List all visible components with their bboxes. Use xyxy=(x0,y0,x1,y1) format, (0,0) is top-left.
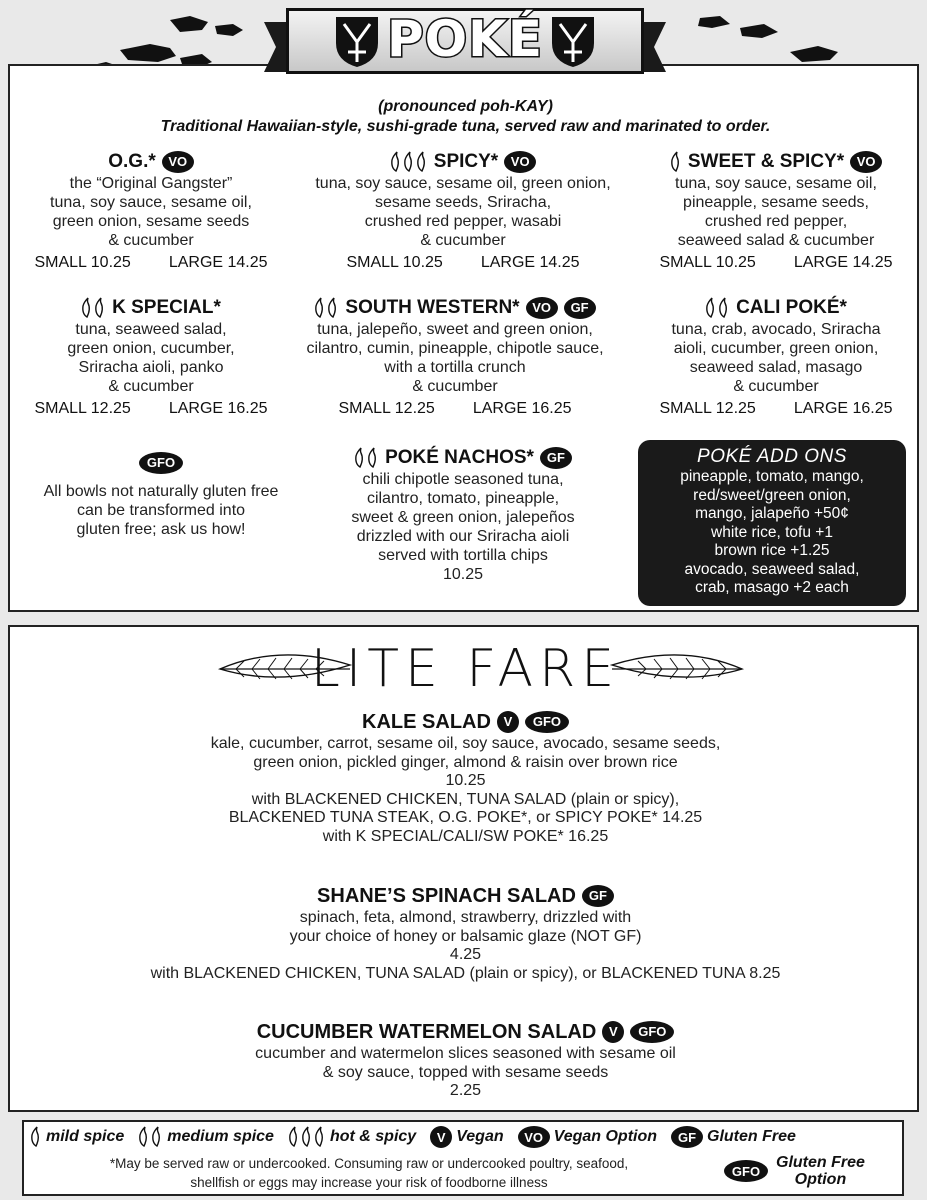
item-desc-line: sweet & green onion, jalepeños xyxy=(351,509,575,526)
item-desc-line: cilantro, cumin, pineapple, chipotle sauce, xyxy=(306,340,604,357)
item-title: SHANE’S SPINACH SALAD xyxy=(317,885,576,907)
item-desc-line: tuna, crab, avocado, Sriracha xyxy=(671,321,881,338)
item-desc-line: seaweed salad, masago xyxy=(689,359,863,376)
price-small: SMALL 10.25 xyxy=(34,254,131,271)
poke-add-ons-box xyxy=(638,440,906,606)
item-addon-line: with BLACKENED CHICKEN, TUNA SALAD (plain or spicy), xyxy=(251,790,680,808)
gluten-free-badge: GF xyxy=(582,885,614,907)
item-desc-line: & cucumber xyxy=(420,232,506,249)
banner-title: POKÉ xyxy=(386,10,544,68)
price-large: LARGE 16.25 xyxy=(793,400,893,417)
add-ons-line: brown rice +1.25 xyxy=(714,542,830,559)
item-title: POKÉ NACHOS* xyxy=(385,447,534,468)
medium-spice-icon xyxy=(354,447,379,469)
add-ons-line: mango, jalapeño +50¢ xyxy=(695,505,849,522)
price-large: LARGE 14.25 xyxy=(793,254,893,271)
item-desc-line: tuna, seaweed salad, xyxy=(75,321,227,338)
legend-mild xyxy=(30,1126,124,1148)
vegan-badge: V xyxy=(430,1126,452,1148)
item-price: 4.25 xyxy=(449,946,482,963)
menu-item-k-special xyxy=(16,296,286,420)
item-desc-line: crushed red pepper, wasabi xyxy=(364,213,562,230)
legend-label: Option xyxy=(794,1171,847,1188)
gluten-free-option-badge: GFO xyxy=(630,1021,674,1043)
vegan-option-badge: VO xyxy=(162,151,194,173)
gluten-free-badge: GF xyxy=(564,297,596,319)
legend-gluten-free xyxy=(671,1126,796,1148)
gluten-free-option-badge: GFO xyxy=(139,452,183,474)
item-price: 2.25 xyxy=(449,1082,482,1099)
legend-box xyxy=(22,1120,904,1196)
legend-label: Vegan xyxy=(456,1128,504,1145)
legend-vegan-option xyxy=(518,1126,657,1148)
item-desc-line: & cucumber xyxy=(412,378,498,395)
item-title: KALE SALAD xyxy=(362,711,491,733)
item-price: 10.25 xyxy=(442,566,484,583)
legend-hot xyxy=(288,1126,416,1148)
legend-label: medium spice xyxy=(167,1128,274,1145)
vegan-badge: V xyxy=(602,1021,624,1043)
legend-label: hot & spicy xyxy=(329,1128,417,1145)
legend-label: Gluten Free xyxy=(776,1154,865,1171)
item-desc-line: seaweed salad & cucumber xyxy=(677,232,875,249)
item-title: SWEET & SPICY* xyxy=(687,151,845,172)
legend-label: Gluten Free xyxy=(707,1128,796,1145)
note-line: gluten free; ask us how! xyxy=(76,521,246,538)
menu-item-spinach-salad xyxy=(10,883,921,983)
vegan-badge: V xyxy=(497,711,519,733)
legend-label: mild spice xyxy=(46,1128,125,1145)
kahili-shield-icon xyxy=(332,14,382,68)
gluten-free-option-badge: GFO xyxy=(525,711,569,733)
item-desc-line: the “Original Gangster” xyxy=(69,175,233,192)
price-large: LARGE 14.25 xyxy=(480,254,580,271)
legend-medium xyxy=(138,1126,274,1148)
item-desc-line: drizzled with our Sriracha aioli xyxy=(356,528,570,545)
item-desc-line: served with tortilla chips xyxy=(378,547,548,564)
menu-item-og xyxy=(16,150,286,274)
price-small: SMALL 12.25 xyxy=(338,400,435,417)
legend-label: Vegan Option xyxy=(553,1128,658,1145)
price-small: SMALL 10.25 xyxy=(659,254,756,271)
medium-spice-icon xyxy=(138,1126,163,1148)
item-addon-line: BLACKENED TUNA STEAK, O.G. POKE*, or SPICY POKE* 14.25 xyxy=(228,809,703,826)
gluten-free-option-badge: GFO xyxy=(724,1160,768,1182)
medium-spice-icon xyxy=(705,297,730,319)
vegan-option-badge: VO xyxy=(518,1126,550,1148)
legend-vegan xyxy=(430,1126,503,1148)
item-addon-line: with K SPECIAL/CALI/SW POKE* 16.25 xyxy=(322,827,609,845)
item-desc-line: tuna, soy sauce, sesame oil, green onion, xyxy=(315,175,611,192)
item-title: SPICY* xyxy=(433,151,499,172)
add-ons-title: POKÉ ADD ONS xyxy=(697,446,847,467)
item-desc-line: sesame seeds, Sriracha, xyxy=(374,194,552,211)
price-small: SMALL 12.25 xyxy=(34,400,131,417)
disclaimer-line: *May be served raw or undercooked. Consuming raw or undercooked poultry, seafood, xyxy=(109,1156,629,1171)
legend-gluten-free-option xyxy=(724,1154,865,1188)
add-ons-line: avocado, seaweed salad, xyxy=(684,560,860,578)
item-title: K SPECIAL* xyxy=(112,297,221,318)
item-desc-line: & soy sauce, topped with sesame seeds xyxy=(322,1063,609,1081)
menu-item-poke-nachos xyxy=(278,446,648,584)
price-large: LARGE 16.25 xyxy=(168,400,268,417)
hot-spice-icon xyxy=(390,151,428,173)
item-desc-line: kale, cucumber, carrot, sesame oil, soy sauce, avocado, sesame seeds, xyxy=(210,735,721,752)
item-addon-line: with BLACKENED CHICKEN, TUNA SALAD (plain or spicy), or BLACKENED TUNA 8.25 xyxy=(150,964,781,982)
item-title: CALI POKÉ* xyxy=(736,297,847,318)
price-large: LARGE 14.25 xyxy=(168,254,268,271)
item-desc-line: cucumber and watermelon slices seasoned with sesame oil xyxy=(255,1045,676,1062)
add-ons-line: red/sweet/green onion, xyxy=(693,486,851,504)
vegan-option-badge: VO xyxy=(850,151,882,173)
menu-item-kale-salad xyxy=(10,709,921,846)
add-ons-line: white rice, tofu +1 xyxy=(711,523,833,541)
medium-spice-icon xyxy=(314,297,339,319)
menu-item-south-western xyxy=(260,296,650,420)
item-desc-line: tuna, jalepeño, sweet and green onion, xyxy=(317,321,593,338)
kahili-shield-icon xyxy=(548,14,598,68)
item-desc-line: pineapple, sesame seeds, xyxy=(683,194,869,211)
item-price: 10.25 xyxy=(445,772,486,789)
feather-right-icon xyxy=(606,647,746,687)
raw-food-disclaimer xyxy=(24,1154,714,1192)
lite-fare-heading: LITE FARE xyxy=(310,639,621,699)
item-desc-line: chili chipotle seasoned tuna, xyxy=(362,471,564,488)
item-desc-line: & cucumber xyxy=(108,232,194,249)
poke-section xyxy=(8,64,919,612)
menu-item-cucumber-watermelon-salad xyxy=(10,1019,921,1101)
poke-banner xyxy=(276,4,654,78)
item-desc-line: aioli, cucumber, green onion, xyxy=(673,340,879,357)
item-desc-line: tuna, soy sauce, sesame oil, xyxy=(50,194,252,211)
note-line: All bowls not naturally gluten free xyxy=(43,483,279,500)
poke-tagline: Traditional Hawaiian-style, sushi-grade tuna, served raw and marinated to order. xyxy=(160,118,771,135)
pronunciation: (pronounced poh-KAY) xyxy=(378,98,553,115)
item-desc-line: your choice of honey or balsamic glaze (NOT GF) xyxy=(289,927,642,945)
menu-item-cali-poke xyxy=(638,296,914,420)
gfo-note xyxy=(16,452,306,539)
item-desc-line: green onion, pickled ginger, almond & raisin over brown rice xyxy=(253,753,678,771)
item-desc-line: green onion, sesame seeds xyxy=(52,213,250,230)
mild-spice-icon xyxy=(670,151,682,173)
hot-spice-icon xyxy=(288,1126,326,1148)
price-small: SMALL 12.25 xyxy=(659,400,756,417)
menu-item-sweet-spicy xyxy=(638,150,914,274)
disclaimer-line: shellfish or eggs may increase your risk of foodborne illness xyxy=(190,1175,548,1190)
item-title: O.G.* xyxy=(108,151,156,172)
medium-spice-icon xyxy=(81,297,106,319)
item-desc-line: with a tortilla crunch xyxy=(384,359,526,376)
item-desc-line: tuna, soy sauce, sesame oil, xyxy=(675,175,877,192)
add-ons-line: pineapple, tomato, mango, xyxy=(680,468,864,485)
vegan-option-badge: VO xyxy=(504,151,536,173)
price-small: SMALL 10.25 xyxy=(346,254,443,271)
item-title: SOUTH WESTERN* xyxy=(345,297,520,318)
item-desc-line: Sriracha aioli, panko xyxy=(78,359,224,376)
item-title: CUCUMBER WATERMELON SALAD xyxy=(256,1021,597,1043)
note-line: can be transformed into xyxy=(76,502,246,519)
add-ons-line: crab, masago +2 each xyxy=(695,579,849,596)
item-desc-line: spinach, feta, almond, strawberry, drizzled with xyxy=(299,909,632,926)
lite-fare-section xyxy=(8,625,919,1112)
vegan-option-badge: VO xyxy=(526,297,558,319)
item-desc-line: & cucumber xyxy=(108,378,194,395)
menu-item-spicy xyxy=(278,150,648,274)
price-large: LARGE 16.25 xyxy=(472,400,572,417)
item-desc-line: crushed red pepper, xyxy=(704,213,848,230)
item-desc-line: & cucumber xyxy=(733,378,819,395)
gluten-free-badge: GF xyxy=(540,447,572,469)
item-desc-line: green onion, cucumber, xyxy=(67,340,235,357)
gluten-free-badge: GF xyxy=(671,1126,703,1148)
item-desc-line: cilantro, tomato, pineapple, xyxy=(366,490,560,507)
mild-spice-icon xyxy=(30,1126,42,1148)
